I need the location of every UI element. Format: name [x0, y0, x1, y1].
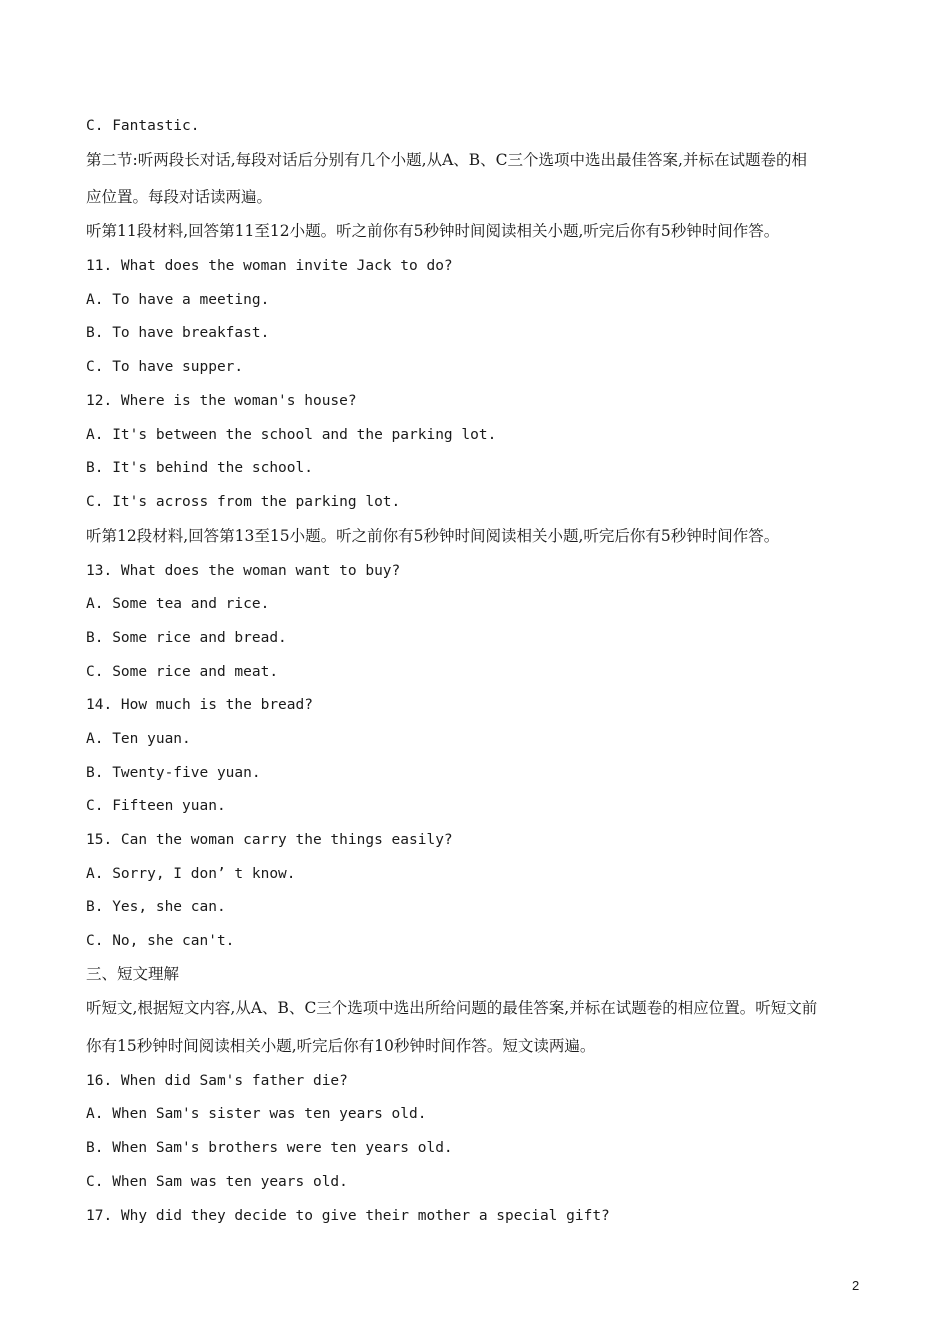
option-16a: A. When Sam's sister was ten years old. — [86, 1106, 427, 1122]
option-11c: C. To have supper. — [86, 359, 244, 375]
option-10c: C. Fantastic. — [86, 118, 200, 134]
section-3-instruction-line-2: 你有15秒钟时间阅读相关小题,听完后你有10秒钟时间作答。短文读两遍。 — [86, 1037, 596, 1055]
question-17: 17. Why did they decide to give their mother a special gift? — [86, 1208, 610, 1224]
option-11a: A. To have a meeting. — [86, 292, 270, 308]
section-2-instruction-line-2: 应位置。每段对话读两遍。 — [86, 188, 273, 206]
option-16b: B. When Sam's brothers were ten years old. — [86, 1140, 453, 1156]
option-14a: A. Ten yuan. — [86, 731, 191, 747]
option-11b: B. To have breakfast. — [86, 325, 270, 341]
option-12c: C. It's across from the parking lot. — [86, 494, 401, 510]
page-number: 2 — [852, 1278, 860, 1293]
option-15a: A. Sorry, I don’ t know. — [86, 866, 296, 882]
section-2-instruction-line-1: 第二节:听两段长对话,每段对话后分别有几个小题,从A、B、C三个选项中选出最佳答案,并标在试题卷的相 — [86, 151, 807, 169]
option-12b: B. It's behind the school. — [86, 460, 313, 476]
section-3-heading: 三、短文理解 — [86, 965, 180, 983]
option-13a: A. Some tea and rice. — [86, 596, 270, 612]
material-11-instruction: 听第11段材料,回答第11至12小题。听之前你有5秒钟时间阅读相关小题,听完后你有5秒钟时间作答。 — [86, 222, 780, 240]
material-12-instruction: 听第12段材料,回答第13至15小题。听之前你有5秒钟时间阅读相关小题,听完后你有5秒钟时间作答。 — [86, 527, 780, 545]
option-16c: C. When Sam was ten years old. — [86, 1174, 348, 1190]
question-13: 13. What does the woman want to buy? — [86, 563, 401, 579]
option-14c: C. Fifteen yuan. — [86, 798, 226, 814]
option-15b: B. Yes, she can. — [86, 899, 226, 915]
question-15: 15. Can the woman carry the things easily? — [86, 832, 453, 848]
section-3-instruction-line-1: 听短文,根据短文内容,从A、B、C三个选项中选出所给问题的最佳答案,并标在试题卷的相应位置。听短文前 — [86, 999, 818, 1017]
question-16: 16. When did Sam's father die? — [86, 1073, 348, 1089]
question-12: 12. Where is the woman's house? — [86, 393, 357, 409]
question-14: 14. How much is the bread? — [86, 697, 313, 713]
option-13b: B. Some rice and bread. — [86, 630, 287, 646]
option-13c: C. Some rice and meat. — [86, 664, 279, 680]
option-14b: B. Twenty-five yuan. — [86, 765, 261, 781]
option-15c: C. No, she can't. — [86, 933, 235, 949]
question-11: 11. What does the woman invite Jack to do? — [86, 258, 453, 274]
option-12a: A. It's between the school and the parking lot. — [86, 427, 497, 443]
